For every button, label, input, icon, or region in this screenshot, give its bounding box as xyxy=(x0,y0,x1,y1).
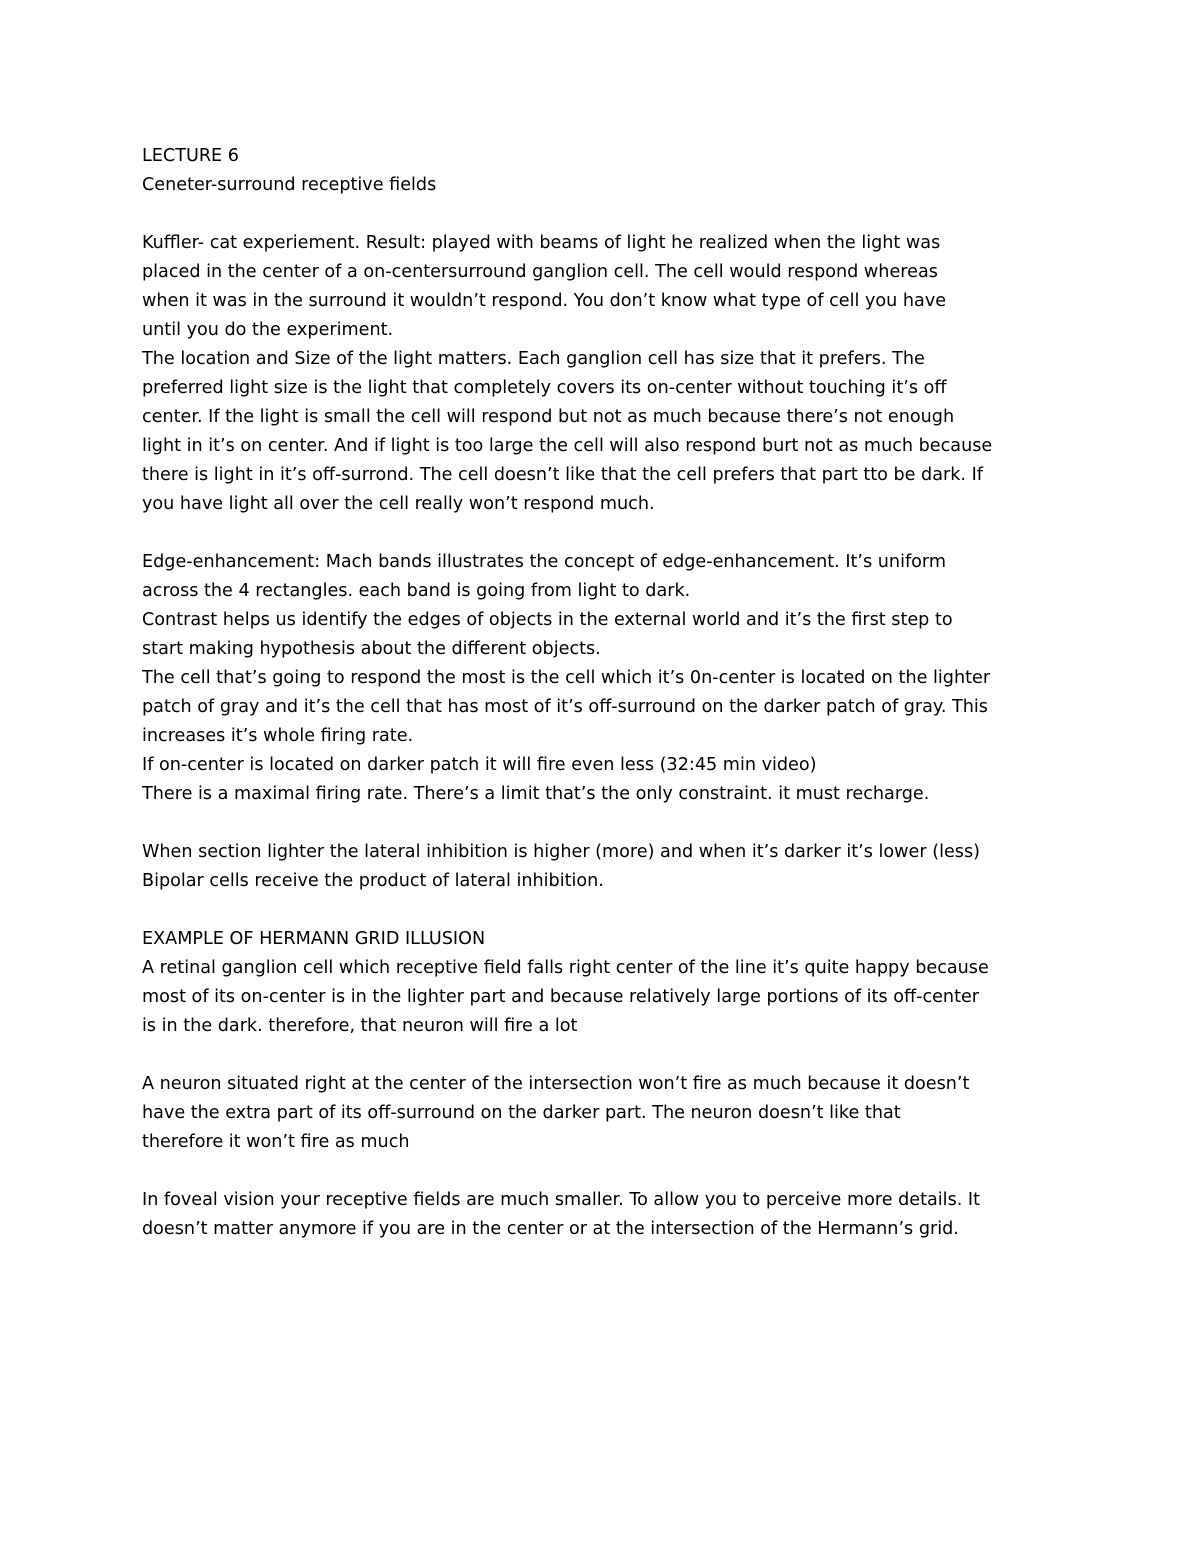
paragraph-foveal-vision xyxy=(142,1186,1072,1244)
blank-line xyxy=(142,1157,1072,1186)
document-subtitle: Ceneter-surround receptive fields xyxy=(142,175,437,195)
section-heading: EXAMPLE OF HERMANN GRID ILLUSION xyxy=(142,929,486,949)
text-line: preferred light size is the light that completely covers its on-center without touching it’s off xyxy=(142,378,947,398)
text-line: therefore it won’t fire as much xyxy=(142,1132,410,1152)
text-line: Kuffler- cat experiement. Result: played with beams of light he realized when the light was xyxy=(142,233,941,253)
text-line: Edge-enhancement: Mach bands illustrates the concept of edge-enhancement. It’s uniform xyxy=(142,552,946,572)
blank-line xyxy=(142,200,1072,229)
blank-line xyxy=(142,896,1072,925)
document-body xyxy=(142,142,1072,1244)
text-line: increases it’s whole firing rate. xyxy=(142,726,414,746)
text-line: In foveal vision your receptive fields are much smaller. To allow you to perceive more details. It xyxy=(142,1190,981,1210)
document-title: LECTURE 6 xyxy=(142,146,239,166)
paragraph-intersection-neuron xyxy=(142,1070,1072,1157)
text-line: most of its on-center is in the lighter part and because relatively large portions of its off-center xyxy=(142,987,980,1007)
blank-line xyxy=(142,519,1072,548)
paragraph-lateral-inhibition xyxy=(142,838,1072,896)
text-line: when it was in the surround it wouldn’t respond. You don’t know what type of cell you have xyxy=(142,291,947,311)
text-line: When section lighter the lateral inhibition is higher (more) and when it’s darker it’s lower (less) xyxy=(142,842,980,862)
text-line: Contrast helps us identify the edges of objects in the external world and it’s the first step to xyxy=(142,610,953,630)
text-line: If on-center is located on darker patch it will fire even less (32:45 min video) xyxy=(142,755,817,775)
text-line: there is light in it’s off-surrond. The cell doesn’t like that the cell prefers that part tto be dark. If xyxy=(142,465,983,485)
text-line: you have light all over the cell really won’t respond much. xyxy=(142,494,655,514)
text-line: There is a maximal firing rate. There’s a limit that’s the only constraint. it must recharge. xyxy=(142,784,930,804)
text-line: is in the dark. therefore, that neuron will fire a lot xyxy=(142,1016,578,1036)
text-line: start making hypothesis about the different objects. xyxy=(142,639,601,659)
text-line: The cell that’s going to respond the most is the cell which it’s 0n-center is located on the lighter xyxy=(142,668,991,688)
text-line: have the extra part of its off-surround on the darker part. The neuron doesn’t like that xyxy=(142,1103,901,1123)
text-line: center. If the light is small the cell will respond but not as much because there’s not enough xyxy=(142,407,955,427)
text-line: light in it’s on center. And if light is too large the cell will also respond burt not as much because xyxy=(142,436,993,456)
text-line: Bipolar cells receive the product of lateral inhibition. xyxy=(142,871,604,891)
text-line: A retinal ganglion cell which receptive field falls right center of the line it’s quite happy because xyxy=(142,958,989,978)
paragraph-kuffler xyxy=(142,229,1072,519)
paragraph-edge-enhancement xyxy=(142,548,1072,809)
text-line: A neuron situated right at the center of the intersection won’t fire as much because it doesn’t xyxy=(142,1074,970,1094)
text-line: patch of gray and it’s the cell that has most of it’s off-surround on the darker patch of gray. This xyxy=(142,697,988,717)
blank-line xyxy=(142,1041,1072,1070)
text-line: doesn’t matter anymore if you are in the center or at the intersection of the Hermann’s grid. xyxy=(142,1219,959,1239)
text-line: placed in the center of a on-centersurround ganglion cell. The cell would respond whereas xyxy=(142,262,938,282)
text-line: until you do the experiment. xyxy=(142,320,394,340)
blank-line xyxy=(142,809,1072,838)
paragraph-hermann-grid xyxy=(142,925,1072,1041)
text-line: The location and Size of the light matters. Each ganglion cell has size that it prefers. The xyxy=(142,349,925,369)
text-line: across the 4 rectangles. each band is going from light to dark. xyxy=(142,581,691,601)
